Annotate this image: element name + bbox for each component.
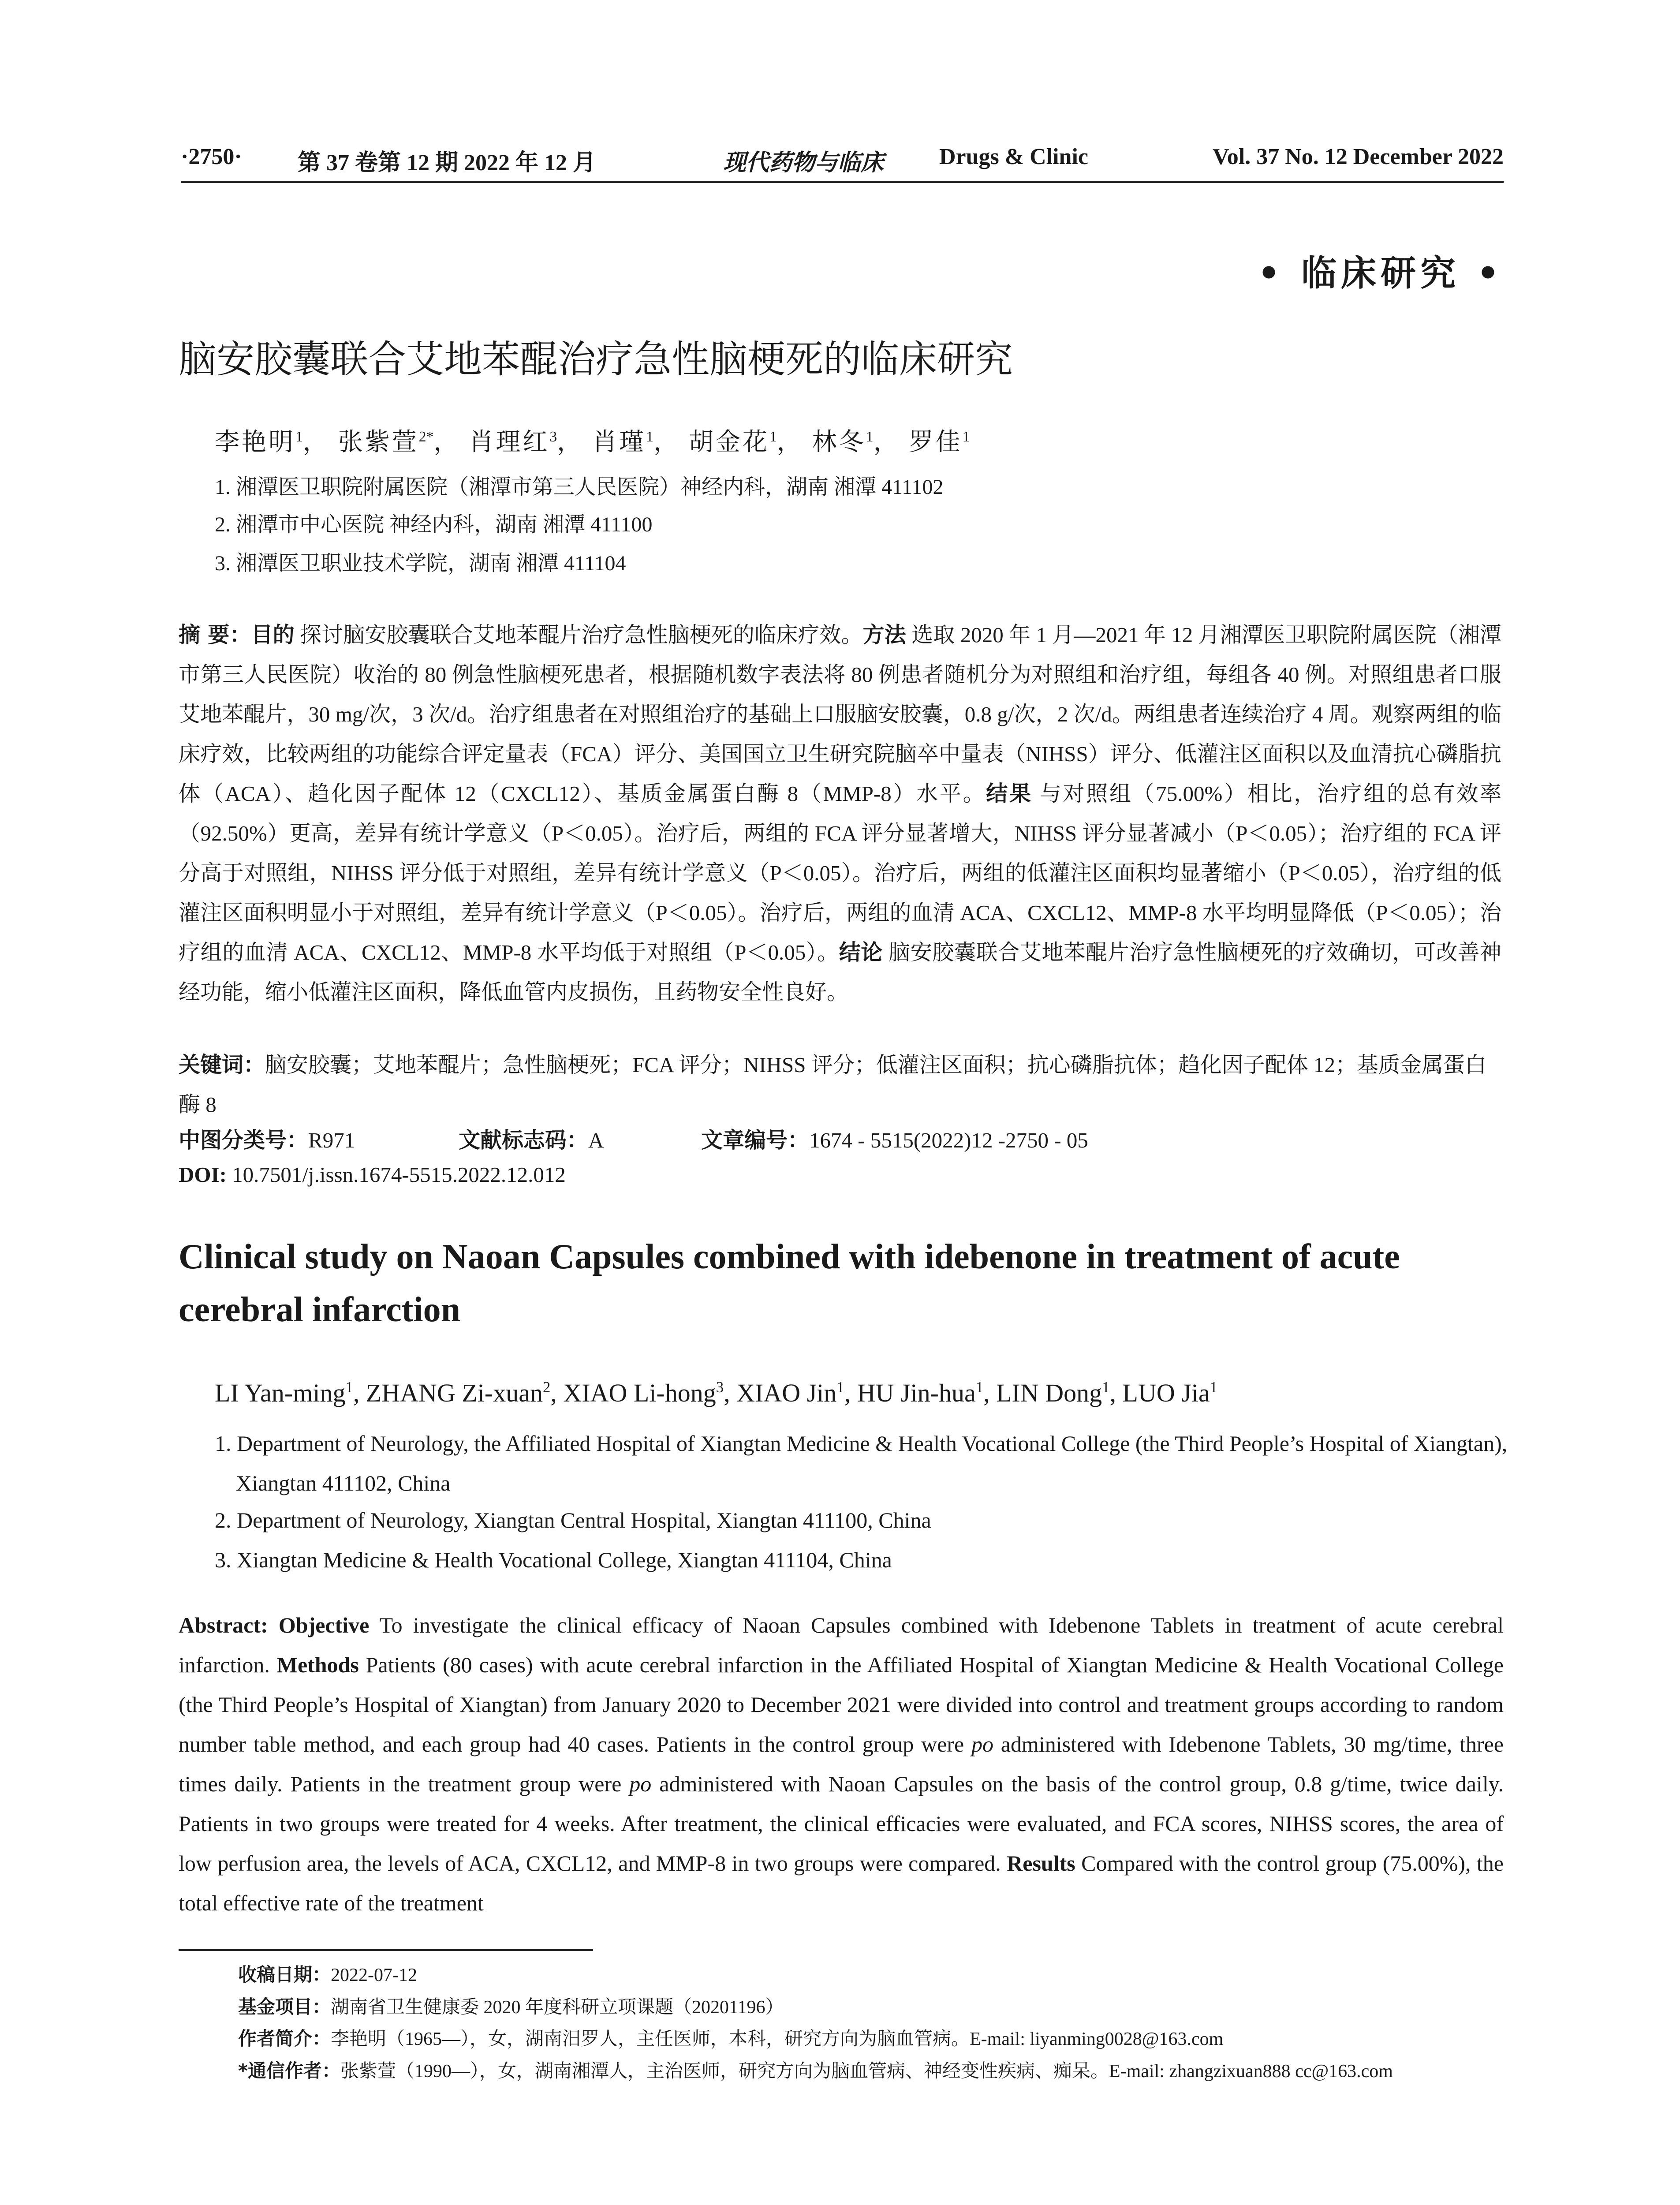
author-name: 李艳明 bbox=[215, 429, 295, 456]
author-list-cn: 李艳明$^1$， 张紫萱$^{2*}$， 肖理红$^3$， 肖瑾$^1$， 胡金花$^1$， 林冬$^1$， 罗佳$^1$ bbox=[215, 428, 970, 456]
author-name: XIAO Jin bbox=[736, 1379, 837, 1407]
affiliation-cn: 3. 湘潭医卫职业技术学院，湖南 湘潭 411104 bbox=[215, 552, 626, 575]
footnote-text: 2022-07-12 bbox=[331, 1965, 417, 1985]
objective-label: 目的 bbox=[251, 622, 295, 647]
results-text: 与对照组（75.00%）相比，治疗组的总有效率（92.50%）更高，差异有统计学意义（P＜0.05）。治疗后，两组的 FCA 评分显著增大，NIHSS 评分显著减小（P＜0.05）；治疗组的 FCA 评分高于对照组，NIHSS 评分低于对照组，差异有统计学意义（P＜0.05）。治疗后，两组的低灌注区面积均显著缩小（P＜0.05），治疗组的低灌注区面积明显小于对照组，差异有统计学意义（P＜0.05）。治疗后，两组的血清 ACA、CXCL12、MMP-8 水平均明显降低（P＜0.05）；治疗组的血清 ACA、CXCL12、MMP-8 水平均低于对照组（P＜0.05）。 bbox=[179, 781, 1501, 964]
section-label: • 临床研究 • bbox=[1258, 252, 1504, 294]
artno-value: 1674 - 5515(2022)12 -2750 - 05 bbox=[809, 1128, 1088, 1152]
author-affiliation-mark: 1 bbox=[295, 428, 303, 445]
author-affiliation-mark: 1 bbox=[866, 428, 874, 445]
route-abbrev: po bbox=[971, 1732, 993, 1757]
running-header bbox=[181, 140, 1504, 183]
author-affiliation-mark: 2* bbox=[418, 428, 434, 445]
author-affiliation-mark: 3 bbox=[549, 428, 557, 445]
doi-label: DOI: bbox=[179, 1162, 227, 1187]
author-affiliation-mark: 1 bbox=[345, 1379, 353, 1396]
objective-text: To investigate the clinical efficacy of Naoan Capsules combined with Idebenone Tablets in treatment of acute cerebral infarction. bbox=[179, 1613, 1504, 1677]
author-affiliation-mark: 1 bbox=[646, 428, 653, 445]
affiliation-en: 1. Department of Neurology, the Affiliated Hospital of Xiangtan Medicine & Health Vocational College (the Third People’s Hospital of Xiangtan), Xiangtan 411102, China bbox=[215, 1431, 1508, 1495]
footnote-text: 张紫萱（1990—），女，湖南湘潭人，主治医师，研究方向为脑血管病、神经变性疾病、痴呆。E-mail: zhangzixuan888 cc@163.com bbox=[340, 2061, 1393, 2082]
author-affiliation-mark: 1 bbox=[975, 1379, 984, 1396]
affiliation-en: 3. Xiangtan Medicine & Health Vocational College, Xiangtan 411104, China bbox=[215, 1547, 892, 1572]
results-text: Compared with the control group (75.00%), the total effective rate of the treatment bbox=[179, 1851, 1504, 1915]
author-name: 肖理红 bbox=[469, 429, 550, 456]
author-name: 张紫萱 bbox=[338, 429, 419, 456]
affiliation-cn: 2. 湘潭市中心医院 神经内科，湖南 湘潭 411100 bbox=[215, 513, 653, 536]
author-name: XIAO Li-hong bbox=[563, 1379, 716, 1407]
footnote-received bbox=[238, 1960, 417, 1987]
footnote-label: 收稿日期： bbox=[238, 1964, 331, 1985]
author-name: HU Jin-hua bbox=[857, 1379, 976, 1407]
doi bbox=[179, 1162, 566, 1187]
author-affiliation-mark: 1 bbox=[1210, 1379, 1218, 1396]
author-name: ZHANG Zi-xuan bbox=[366, 1379, 543, 1407]
author-name: 罗佳 bbox=[908, 429, 963, 456]
methods-text: 选取 2020 年 1 月—2021 年 12 月湘潭医卫职院附属医院（湘潭市第三人民医院）收治的 80 例急性脑梗死患者，根据随机数字表法将 80 例患者随机分为对照组和治疗组，每组各 40 例。对照组患者口服艾地苯醌片，30 mg/次，3 次/d。治疗组患者在对照组治疗的基础上口服脑安胶囊，0.8 g/次，2 次/d。两组患者连续治疗 4 周。观察两组的临床疗效，比较两组的功能综合评定量表（FCA）评分、美国国立卫生研究院脑卒中量表（NIHSS）评分、低灌注区面积以及血清抗心磷脂抗体（ACA）、趋化因子配体 12（CXCL12）、基质金属蛋白酶 8（MMP-8）水平。 bbox=[179, 623, 1501, 806]
author-list-en: LI Yan-ming$^1$, ZHANG Zi-xuan$^2$, XIAO Li-hong$^3$, XIAO Jin$^1$, HU Jin-hua$^1$, LIN Dong$^1$, LUO Jia$^1$ bbox=[215, 1379, 1218, 1407]
results-label: 结果 bbox=[986, 781, 1033, 806]
author-name: 林冬 bbox=[812, 429, 866, 456]
author-name: 肖瑾 bbox=[592, 429, 646, 456]
issue-info-en: Vol. 37 No. 12 December 2022 bbox=[1212, 144, 1504, 169]
clc-value: R971 bbox=[308, 1128, 355, 1152]
page-number: ·2750· bbox=[181, 144, 242, 169]
keywords-text: 脑安胶囊；艾地苯醌片；急性脑梗死；FCA 评分；NIHSS 评分；低灌注区面积；抗心磷脂抗体；趋化因子配体 12；基质金属蛋白酶 8 bbox=[179, 1053, 1486, 1117]
footnote-label: 作者简介： bbox=[238, 2028, 331, 2049]
methods-text: administered with Idebenone Tablets, 30 mg/time, three times daily. Patients in the treatment group were bbox=[179, 1732, 1504, 1796]
author-name: LIN Dong bbox=[996, 1379, 1102, 1407]
author-affiliation-mark: 1 bbox=[1102, 1379, 1110, 1396]
footnote-text: 李艳明（1965—），女，湖南汨罗人，主任医师，本科，研究方向为脑血管病。E-mail: liyanming0028@163.com bbox=[331, 2029, 1224, 2049]
author-name: LI Yan-ming bbox=[215, 1379, 346, 1407]
conclusion-label: 结论 bbox=[839, 940, 883, 965]
methods-label: 方法 bbox=[862, 622, 906, 647]
author-name: 胡金花 bbox=[688, 429, 769, 456]
objective-label: Abstract: Objective bbox=[179, 1613, 370, 1637]
clc-label: 中图分类号： bbox=[179, 1128, 309, 1153]
author-affiliation-mark: 1 bbox=[769, 428, 777, 445]
keywords-cn bbox=[179, 1045, 1501, 1125]
journal-name-en: Drugs & Clinic bbox=[939, 144, 1088, 169]
doccode-label: 文献标志码： bbox=[459, 1128, 589, 1153]
affiliation-cn: 1. 湘潭医卫职院附属医院（湘潭市第三人民医院）神经内科，湖南 湘潭 411102 bbox=[215, 475, 944, 499]
author-affiliation-mark: 3 bbox=[716, 1379, 724, 1396]
footnote-label: *通信作者： bbox=[238, 2060, 340, 2082]
author-affiliation-mark: 1 bbox=[836, 1379, 844, 1396]
route-abbrev: po bbox=[629, 1771, 652, 1796]
article-title-cn: 脑安胶囊联合艾地苯醌治疗急性脑梗死的临床研究 bbox=[179, 337, 1013, 381]
clc-number bbox=[179, 1123, 355, 1154]
affiliation-en: 2. Department of Neurology, Xiangtan Central Hospital, Xiangtan 411100, China bbox=[215, 1508, 931, 1532]
doi-value: 10.7501/j.issn.1674-5515.2022.12.012 bbox=[226, 1162, 566, 1187]
methods-label: Methods bbox=[276, 1652, 359, 1677]
author-name: LUO Jia bbox=[1122, 1379, 1210, 1407]
footnote-label: 基金项目： bbox=[238, 1996, 331, 2018]
footnote-corresponding-author bbox=[238, 2056, 1393, 2083]
abstract-cn bbox=[179, 615, 1501, 1012]
results-label: Results bbox=[1007, 1851, 1075, 1876]
methods-text: administered with Naoan Capsules on the basis of the control group, 0.8 g/time, twice daily. Patients in two groups were treated for 4 weeks. After treatment, the clinical efficacies were evaluated, and FCA scores, NIHSS scores, the area of low perfusion area, the levels of ACA, CXCL12, and MMP-8 in two groups were compared. bbox=[179, 1771, 1504, 1876]
footnote-text: 湖南省卫生健康委 2020 年度科研立项课题（20201196） bbox=[331, 1997, 784, 2018]
footnote-author-bio bbox=[238, 2024, 1223, 2051]
footnote-funding bbox=[238, 1992, 784, 2019]
footnote-divider bbox=[179, 1949, 593, 1951]
author-affiliation-mark: 1 bbox=[962, 428, 970, 445]
article-number bbox=[701, 1123, 1088, 1154]
doccode-value: A bbox=[588, 1128, 604, 1152]
author-affiliation-mark: 2 bbox=[542, 1379, 551, 1396]
journal-name-cn: 现代药物与临床 bbox=[723, 149, 884, 176]
conclusion-text: 脑安胶囊联合艾地苯醌片治疗急性脑梗死的疗效确切，可改善神经功能，缩小低灌注区面积，降低血管内皮损伤，且药物安全性良好。 bbox=[179, 940, 1501, 1004]
issue-info-cn: 第 37 卷第 12 期 2022 年 12 月 bbox=[298, 150, 596, 176]
objective-text: 探讨脑安胶囊联合艾地苯醌片治疗急性脑梗死的临床疗效。 bbox=[294, 623, 863, 647]
abstract-label: 摘 要： bbox=[179, 622, 251, 647]
methods-text: Patients (80 cases) with acute cerebral infarction in the Affiliated Hospital of Xiangtan Medicine & Health Vocational College (the Third People’s Hospital of Xiangtan) from January 2020 to December 2021 were divided into control and treatment groups according to random number table method, and each group had 40 cases. Patients in the control group were bbox=[179, 1652, 1504, 1757]
document-code bbox=[459, 1123, 604, 1154]
article-title-en: Clinical study on Naoan Capsules combined with idebenone in treatment of acute cerebral infarction bbox=[179, 1237, 1400, 1329]
keywords-label: 关键词： bbox=[179, 1052, 265, 1077]
abstract-en bbox=[179, 1605, 1504, 1923]
artno-label: 文章编号： bbox=[701, 1128, 810, 1153]
